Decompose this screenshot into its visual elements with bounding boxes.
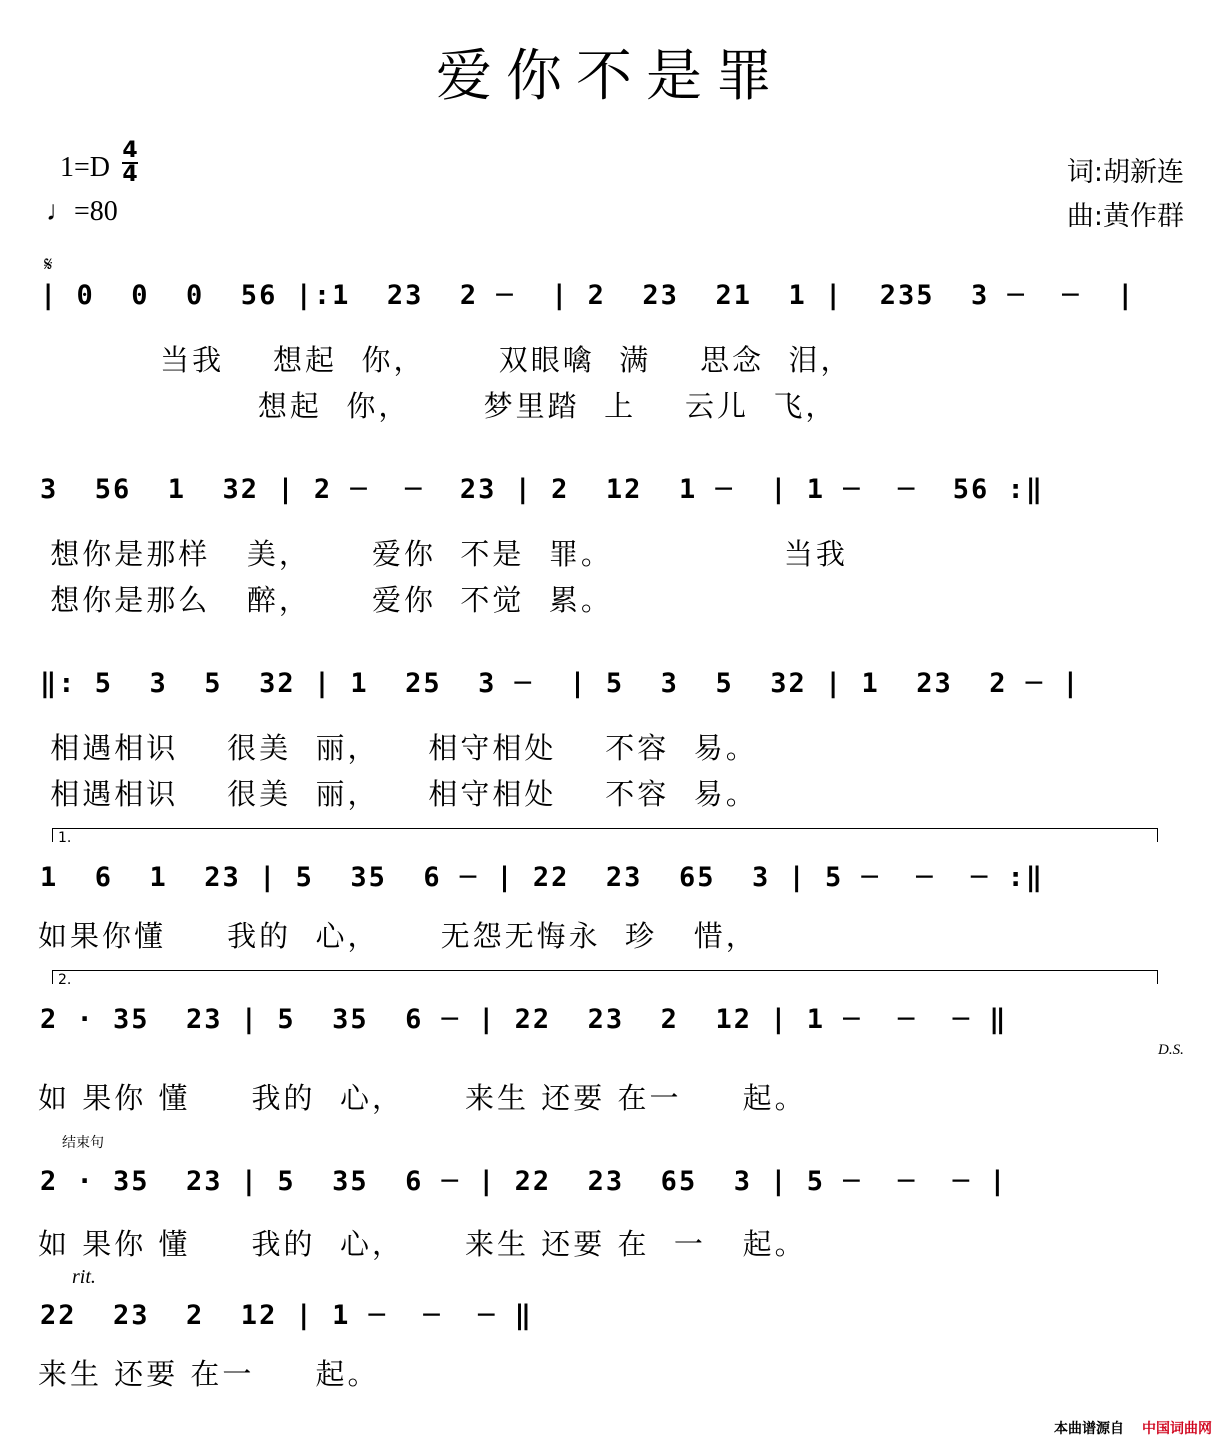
- tempo-value: =80: [74, 196, 118, 227]
- score-row-6-notes: 2 · 35 23 | 5 35 6 ─ | 22 23 65 3 | 5 ─ ─ ─ |: [40, 1166, 1008, 1197]
- key-signature: [60, 152, 110, 184]
- footer-site-link[interactable]: 中国词曲网: [1142, 1421, 1212, 1437]
- score-row-2-lyrics-verse-1: 想你是那样 美， 爱你 不是 罪。 当我: [38, 537, 848, 571]
- time-signature-top: 4: [122, 138, 138, 163]
- score-row-7-lyrics: 来生 还要 在一 起。: [38, 1357, 380, 1391]
- quarter-note-icon: ♩: [46, 196, 74, 227]
- volta-1-right-hook: [1157, 828, 1158, 842]
- ending-label: 结束句: [62, 1135, 104, 1151]
- score-row-7-notes: 22 23 2 12 | 1 ─ ─ ─ ‖: [40, 1300, 533, 1331]
- score-row-3-notes: ‖: 5 3 5 32 | 1 25 3 ─ | 5 3 5 32 | 1 23 2 ─ |: [40, 668, 1081, 699]
- volta-2-left-hook: [52, 970, 53, 984]
- score-row-2-notes: 3 56 1 32 | 2 ─ ─ 23 | 2 12 1 ─ | 1 ─ ─ 56 :‖: [40, 474, 1045, 505]
- tempo-marking: [46, 196, 118, 228]
- volta-2-bracket: [52, 970, 1158, 971]
- score-row-4-lyrics: 如果你懂 我的 心， 无怨无悔永 珍 惜，: [38, 919, 758, 953]
- volta-2-right-hook: [1157, 970, 1158, 984]
- volta-1-left-hook: [52, 828, 53, 842]
- composer-credit: 曲:黄作群: [1066, 201, 1184, 232]
- song-title: 爱你不是罪: [436, 44, 786, 109]
- score-row-3-lyrics-verse-1: 相遇相识 很美 丽， 相守相处 不容 易。: [38, 731, 758, 765]
- volta-1-bracket: [52, 828, 1158, 829]
- score-row-3-lyrics-verse-2: 相遇相识 很美 丽， 相守相处 不容 易。: [38, 777, 758, 811]
- volta-2-label: 2.: [58, 972, 72, 988]
- score-row-5-notes: 2 · 35 23 | 5 35 6 ─ | 22 23 2 12 | 1 ─ ─ ─ ‖: [40, 1004, 1008, 1035]
- score-row-5-lyrics: 如 果你 懂 我的 心， 来生 还要 在一 起。: [38, 1081, 807, 1115]
- score-row-4-notes: 1 6 1 23 | 5 35 6 ─ | 22 23 65 3 | 5 ─ ─ ─ :‖: [40, 862, 1045, 893]
- key-label: 1=D: [60, 152, 111, 183]
- ritardando-marking: rit.: [72, 1266, 96, 1288]
- score-row-6-lyrics: 如 果你 懂 我的 心， 来生 还要 在 一 起。: [38, 1227, 807, 1261]
- score-row-1-lyrics-verse-1: 当我 想起 你， 双眼噙 满 思念 泪，: [38, 343, 853, 377]
- time-signature: [122, 140, 138, 186]
- score-row-1-lyrics-verse-2: 想起 你， 梦里踏 上 云儿 飞，: [38, 389, 838, 423]
- segno-icon: 𝄋: [44, 252, 53, 276]
- score-row-1-notes: | 0 0 0 56 |:1 23 2 ─ | 2 23 21 1 | 235 3 ─ ─ |: [40, 280, 1136, 311]
- time-signature-bottom: 4: [122, 162, 138, 187]
- volta-1-label: 1.: [58, 830, 72, 846]
- lyricist-credit: 词:胡新连: [1066, 157, 1184, 188]
- footer-source-text: 本曲谱源自: [1054, 1421, 1124, 1437]
- score-row-2-lyrics-verse-2: 想你是那么 醉， 爱你 不觉 累。: [38, 583, 613, 617]
- source-footer: [1054, 1418, 1212, 1438]
- dal-segno-marking: D.S.: [1158, 1042, 1184, 1058]
